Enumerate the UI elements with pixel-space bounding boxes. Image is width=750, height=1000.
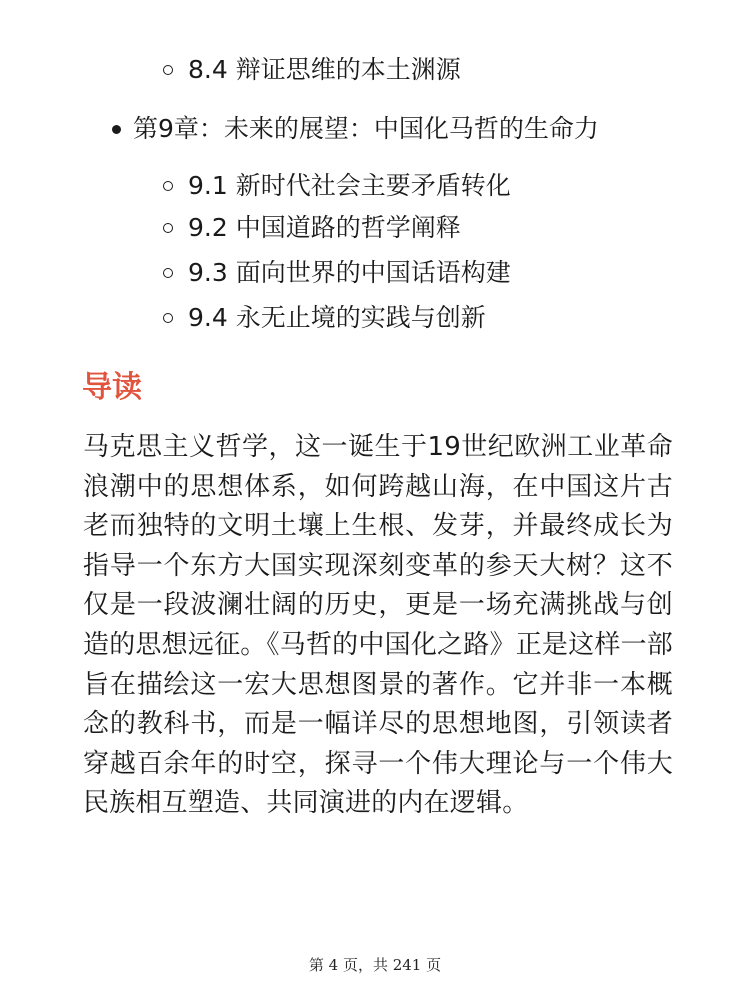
hollow-circle-bullet-icon <box>163 313 173 323</box>
hollow-circle-bullet-icon <box>163 268 173 278</box>
toc-item-8-4[interactable] <box>163 53 461 87</box>
hollow-circle-bullet-icon <box>163 181 173 191</box>
toc-item-label: 9.3 面向世界的中国话语构建 <box>188 258 511 287</box>
section-heading: 导读 <box>82 370 142 405</box>
page-number-footer: 第 4 页，共 241 页 <box>308 956 442 974</box>
hollow-circle-bullet-icon <box>163 65 173 75</box>
toc-item-chapter-9[interactable] <box>112 112 599 146</box>
toc-item-label: 8.4 辩证思维的本土渊源 <box>188 55 461 84</box>
toc-item-label: 第9章：未来的展望：中国化马哲的生命力 <box>133 114 599 143</box>
toc-item-9-4[interactable] <box>163 301 486 335</box>
filled-circle-bullet-icon <box>112 125 121 134</box>
intro-paragraph: 马克思主义哲学，这一诞生于19世纪欧洲工业革命浪潮中的思想体系，如何跨越山海，在中国这片古老而独特的文明土壤上生根、发芽，并最终成长为指导一个东方大国实现深刻变革的参天大树？这不仅是一段波澜壮阔的历史，更是一场充满挑战与创造的思想远征。《马哲的中国化之路》正是这样一部旨在描绘这一宏大思想图景的著作。它并非一本概念的教科书，而是一幅详尽的思想地图，引领读者穿越百余年的时空，探寻一个伟大理论与一个伟大民族相互塑造、共同演进的内在逻辑。 <box>83 432 673 819</box>
toc-item-label: 9.1 新时代社会主要矛盾转化 <box>188 171 511 200</box>
hollow-circle-bullet-icon <box>163 223 173 233</box>
toc-item-label: 9.2 中国道路的哲学阐释 <box>188 213 461 242</box>
toc-item-9-1[interactable] <box>163 169 511 203</box>
toc-item-9-2[interactable] <box>163 211 461 245</box>
toc-item-label: 9.4 永无止境的实践与创新 <box>188 303 486 332</box>
toc-item-9-3[interactable] <box>163 256 511 290</box>
